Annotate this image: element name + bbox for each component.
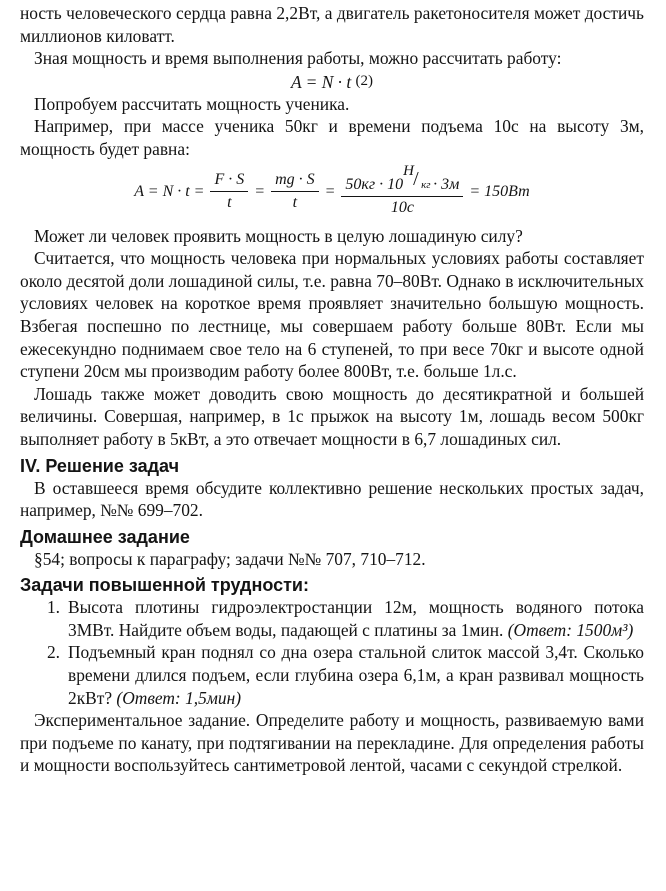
list-item (20, 596, 644, 641)
paragraph-horse-power: Лошадь также может доводить свою мощность до десятикратной и большей величины. Совершая, например, в 1с прыжок на высоту 1м, лошадь весом 500кг выполняет работу в 5кВт, а это отвечает мощности в 6,7 лошадиных сил. (20, 383, 644, 449)
fraction-fs-t (210, 171, 248, 212)
list-item-number: 1. (46, 597, 60, 618)
paragraph-solving: В оставшееся время обсудите коллективно решение нескольких простых задач, например, №№ 699–702. (20, 477, 644, 521)
task-answer: (Ответ: 1500м³) (507, 619, 634, 640)
list-item-number: 2. (46, 642, 60, 663)
paragraph-human-power: Считается, что мощность человека при нормальных условиях работы составляет около десятой доли лошадиной силы, т.е. равна 70–80Вт. Однако в исключительных условиях человек на короткое время проявляет значительно большую мощность. Взбегая поспешно по лестнице, мы совершаем работу больше 80Вт. Если мы ежесекундно поднимаем свое тело на 6 ступеней, то при весе 70кг и высоте одной ступени 20см мы производим работу более 800Вт, т.е. больше 1л.с. (20, 248, 644, 382)
fraction-mgs-t (271, 171, 319, 212)
formula-calculation (20, 161, 644, 223)
formula-number: (2) (355, 72, 374, 89)
hard-tasks-list (20, 596, 644, 709)
fraction-numerator: F · S (210, 171, 248, 192)
paragraph-example: Например, при массе ученика 50кг и времени подъема 10с на высоту 3м, мощность будет равна: (20, 116, 644, 159)
fraction-numerator (341, 162, 463, 197)
formula-result: = 150Вт (469, 182, 530, 200)
section-heading-hard-tasks: Задачи повышенной трудности: (20, 575, 309, 596)
numerator-height: · 3м (433, 175, 460, 193)
paragraph-student-power: Попробуем рассчитать мощность ученика. (34, 93, 350, 114)
section-heading-homework: Домашнее задание (20, 526, 190, 547)
fraction-numeric (341, 162, 463, 217)
unit-newton-per-kg: Н / кг (403, 162, 431, 191)
fraction-denominator: 10с (390, 198, 414, 216)
formula-work (20, 70, 644, 93)
paragraph-heart-power: ность человеческого сердца равна 2,2Вт, а двигатель ракетоносителя может достичь миллионов киловатт. (20, 3, 644, 46)
paragraph-experiment: Экспериментальное задание. Определите работу и мощность, развиваемую вами при подъеме по канату, при подтягивании на перекладине. Для определения работы и мощности воспользуйтесь сантиметровой лентой, часами с секундой стрелкой. (20, 710, 644, 776)
section-heading-solving: IV. Решение задач (20, 455, 180, 476)
fraction-denominator: t (292, 194, 298, 212)
equals-sign: = (254, 182, 266, 200)
paragraph-horsepower-question: Может ли человек проявить мощность в целую лошадиную силу? (34, 225, 523, 246)
paragraph-work-intro: Зная мощность и время выполнения работы, можно рассчитать работу: (34, 48, 562, 69)
fraction-denominator: t (227, 194, 232, 212)
task-answer: (Ответ: 1,5мин) (116, 687, 242, 708)
equals-sign: = (324, 182, 336, 200)
fraction-numerator: mg · S (271, 171, 319, 192)
list-item (20, 641, 644, 709)
formula-work-expression: A = N · t (290, 71, 352, 92)
formula-lhs: A = N · t = (134, 182, 205, 200)
paragraph-homework: §54; вопросы к параграфу; задачи №№ 707, 710–712. (34, 548, 426, 569)
task-text: Высота плотины гидроэлектростанции 12м, мощность водяного потока 3МВт. Найдите объем воды, падающей с платины за 1мин. (68, 597, 644, 640)
task-text: Подъемный кран поднял со дна озера стальной слиток массой 3,4т. Сколько времени длился подъем, если глубина озера 6,1м, а кран развивал мощность 2кВт? (68, 642, 644, 708)
numerator-mass-g: 50кг · 10 (345, 175, 404, 193)
